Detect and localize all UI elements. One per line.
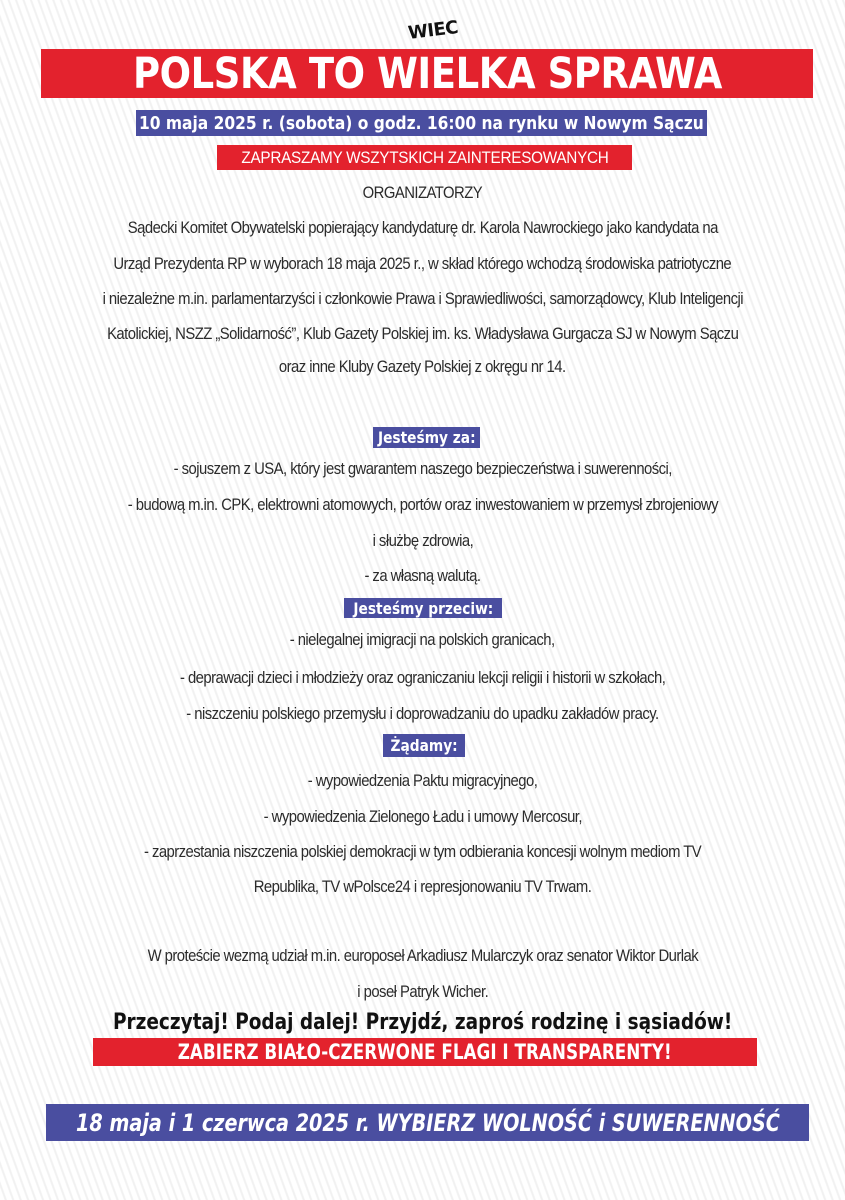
participants-line-text: i poseł Patryk Wicher. bbox=[357, 983, 488, 1001]
for-section-badge bbox=[373, 427, 480, 448]
call-to-action-text: Przeczytaj! Podaj dalej! Przyjdź, zaproś rodzinę i sąsiadów! bbox=[112, 1010, 733, 1035]
slogan-banner bbox=[46, 1104, 809, 1141]
invitation-text: ZAPRASZAMY WSZYTSKICH ZAINTERESOWANYCH bbox=[240, 147, 609, 167]
participants-line bbox=[0, 982, 845, 1002]
against-item-text: - niszczeniu polskiego przemysłu i doprowadzaniu do upadku zakładów pracy. bbox=[186, 705, 659, 723]
against-item-text: - deprawacji dzieci i młodzieży oraz ograniczaniu lekcji religii i historii w szkołach, bbox=[179, 669, 666, 687]
organizers-line-text: Katolickiej, NSZZ „Solidarność”, Klub Gazety Polskiej im. ks. Władysława Gurgacza SJ w Nowym Sączu bbox=[106, 325, 739, 343]
call-to-action bbox=[0, 1010, 845, 1035]
organizers-line bbox=[0, 289, 845, 309]
for-item bbox=[0, 531, 845, 551]
against-section-badge bbox=[344, 598, 502, 618]
for-item bbox=[0, 459, 845, 479]
against-item bbox=[0, 630, 845, 650]
against-item bbox=[0, 704, 845, 724]
title-banner bbox=[41, 49, 813, 98]
demand-item bbox=[0, 771, 845, 791]
invitation-bar bbox=[217, 145, 632, 170]
against-section-label: Jesteśmy przeciw: bbox=[353, 598, 493, 618]
for-item-text: - budową m.in. CPK, elektrowni atomowych, portów oraz inwestowaniem w przemysł zbrojeniowy bbox=[127, 496, 718, 514]
flags-banner bbox=[93, 1038, 757, 1066]
date-location-text: 10 maja 2025 r. (sobota) o godz. 16:00 na rynku w Nowym Sączu bbox=[139, 112, 704, 134]
participants-line bbox=[0, 946, 845, 966]
against-item bbox=[0, 668, 845, 688]
demand-item bbox=[0, 877, 845, 897]
demand-item bbox=[0, 842, 845, 862]
demand-item-text: - wypowiedzenia Paktu migracyjnego, bbox=[307, 772, 538, 790]
demands-section-badge bbox=[383, 734, 465, 757]
organizers-line bbox=[0, 254, 845, 274]
organizers-line bbox=[0, 357, 845, 377]
organizers-line-text: Sądecki Komitet Obywatelski popierający kandydaturę dr. Karola Nawrockiego jako kandydata na bbox=[127, 219, 718, 237]
for-item bbox=[0, 566, 845, 586]
organizers-heading-text: ORGANIZATORZY bbox=[362, 184, 483, 202]
page-title: POLSKA TO WIELKA SPRAWA bbox=[132, 49, 722, 98]
date-location-bar bbox=[136, 110, 707, 136]
flags-banner-text: ZABIERZ BIAŁO-CZERWONE FLAGI I TRANSPARENTY! bbox=[178, 1040, 672, 1064]
for-section-label: Jesteśmy za: bbox=[377, 428, 476, 447]
organizers-line-text: i niezależne m.in. parlamentarzyści i członkowie Prawa i Sprawiedliwości, samorządowcy, Klub Inteligencji bbox=[102, 290, 743, 308]
demand-item bbox=[0, 807, 845, 827]
organizers-heading bbox=[0, 183, 845, 203]
demands-section-label: Żądamy: bbox=[390, 736, 458, 755]
organizers-line-text: oraz inne Kluby Gazety Polskiej z okręgu nr 14. bbox=[279, 358, 566, 376]
slogan-text: 18 maja i 1 czerwca 2025 r. WYBIERZ WOLNOŚĆ i SUWERENNOŚĆ bbox=[75, 1108, 780, 1137]
for-item-text: - sojuszem z USA, który jest gwarantem naszego bezpieczeństwa i suwerenności, bbox=[173, 460, 672, 478]
organizers-line-text: Urząd Prezydenta RP w wyborach 18 maja 2025 r., w skład którego wchodzą środowiska patriotyczne bbox=[113, 255, 732, 273]
demand-item-text: - wypowiedzenia Zielonego Ładu i umowy Mercosur, bbox=[263, 808, 582, 826]
organizers-line bbox=[0, 218, 845, 238]
participants-line-text: W proteście wezmą udział m.in. europoseł Arkadiusz Mularczyk oraz senator Wiktor Durlak bbox=[147, 947, 698, 965]
against-item-text: - nielegalnej imigracji na polskich granicach, bbox=[290, 631, 555, 649]
for-item-text: - za własną walutą. bbox=[364, 567, 481, 585]
for-item-text: i służbę zdrowia, bbox=[372, 532, 473, 550]
demand-item-text: - zaprzestania niszczenia polskiej demokracji w tym odbierania koncesji wolnym mediom TV bbox=[143, 843, 702, 861]
kicker-label: WIEC bbox=[406, 17, 460, 44]
for-item bbox=[0, 495, 845, 515]
demand-item-text: Republika, TV wPolsce24 i represjonowaniu TV Trwam. bbox=[253, 878, 592, 896]
organizers-line bbox=[0, 324, 845, 344]
